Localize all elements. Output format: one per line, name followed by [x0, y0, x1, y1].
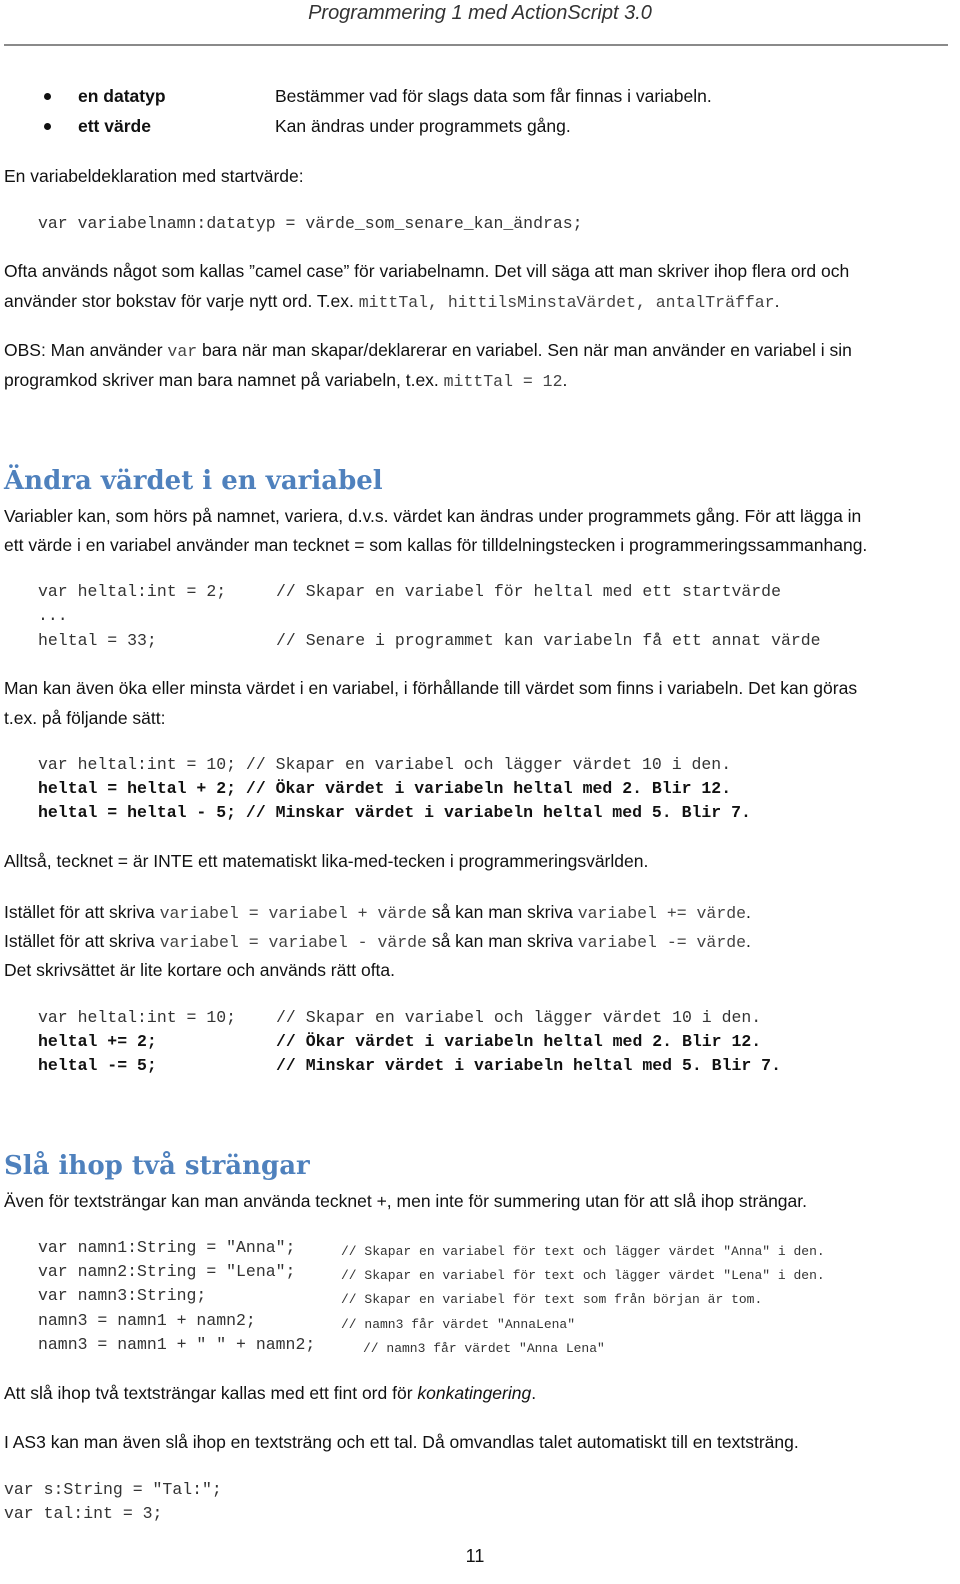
text: .	[746, 931, 751, 951]
bullet-description: Kan ändras under programmets gång.	[275, 116, 571, 136]
code-line: heltal -= 5;	[38, 1056, 157, 1075]
code-line: var namn2:String = "Lena";	[38, 1262, 296, 1281]
bullet-description: Bestämmer vad för slags data som får finnas i variabeln.	[275, 86, 712, 106]
code-line: var namn1:String = "Anna";	[38, 1238, 296, 1257]
text: bara när man skapar/deklarerar en variabel. Sen när man använder en variabel i sin	[197, 340, 852, 360]
bullet-icon	[44, 123, 51, 130]
text: Istället för att skriva	[4, 902, 160, 922]
code-comment: // Ökar värdet i variabeln heltal med 2. Blir 12.	[276, 1032, 762, 1051]
bullet-term: en datatyp	[78, 86, 166, 106]
text: .	[531, 1383, 537, 1403]
code-comment: // namn3 får värdet "Anna Lena"	[363, 1341, 605, 1356]
text: .	[562, 370, 568, 390]
code-line: var tal:int = 3;	[4, 1504, 163, 1523]
code-line: heltal = heltal + 2; // Ökar värdet i variabeln heltal med 2. Blir 12.	[38, 779, 732, 798]
header-divider	[4, 44, 948, 46]
code-line: var s:String = "Tal:";	[4, 1480, 222, 1499]
text: så kan man skriva	[426, 902, 578, 922]
text: .	[774, 291, 780, 311]
inline-code: var	[167, 342, 198, 361]
paragraph-obs-line2	[4, 366, 567, 396]
code-line: heltal = 33;	[38, 631, 157, 650]
page-header: Programmering 1 med ActionScript 3.0	[308, 2, 652, 24]
code-line: var namn3:String;	[38, 1286, 207, 1305]
code-comment: // Minskar värdet i variabeln heltal med 5. Blir 7.	[276, 1056, 781, 1075]
code-line: namn3 = namn1 + namn2;	[38, 1311, 256, 1330]
paragraph	[4, 898, 751, 928]
paragraph: ett värde i en variabel använder man tecknet = som kallas för tilldelningstecken i programmeringssammanhang.	[4, 535, 868, 555]
bullet-term: ett värde	[78, 116, 151, 136]
inline-code: variabel = variabel + värde	[159, 904, 427, 923]
paragraph	[4, 1379, 536, 1408]
code-line: ...	[38, 606, 68, 625]
paragraph: Man kan även öka eller minsta värdet i en variabel, i förhållande till värdet som finns i variabeln. Det kan göras	[4, 678, 858, 698]
text: .	[746, 902, 751, 922]
page-number: 11	[465, 1546, 485, 1566]
code-line: var heltal:int = 10;	[38, 1008, 237, 1027]
code-comment: // Skapar en variabel för heltal med ett startvärde	[276, 582, 781, 601]
paragraph-camel-case: Ofta används något som kallas ”camel case” för variabelnamn. Det vill säga att man skriver ihop flera ord och	[4, 261, 850, 281]
paragraph: t.ex. på följande sätt:	[4, 708, 166, 728]
code-comment: // Senare i programmet kan variabeln få ett annat värde	[276, 631, 821, 650]
inline-code: variabel -= värde	[577, 933, 747, 952]
text: använder stor bokstav för varje nytt ord. T.ex.	[4, 291, 359, 311]
code-declaration: var variabelnamn:datatyp = värde_som_senare_kan_ändras;	[38, 214, 583, 233]
section-heading: Slå ihop två strängar	[4, 1151, 310, 1181]
text: programkod skriver man bara namnet på variabeln, t.ex.	[4, 370, 444, 390]
inline-code: variabel = variabel - värde	[159, 933, 427, 952]
paragraph-obs	[4, 336, 852, 366]
code-comment: // Skapar en variabel och lägger värdet 10 i den.	[276, 1008, 762, 1027]
code-comment: // namn3 får värdet "AnnaLena"	[341, 1317, 576, 1332]
paragraph: Alltså, tecknet = är INTE ett matematiskt lika-med-tecken i programmeringsvärlden.	[4, 851, 649, 871]
code-line: var heltal:int = 10; // Skapar en variabel och lägger värdet 10 i den.	[38, 755, 732, 774]
text: Istället för att skriva	[4, 931, 160, 951]
code-comment: // Skapar en variabel för text som från början är tom.	[341, 1292, 763, 1307]
bullet-icon	[44, 93, 51, 100]
paragraph-camel-case-line2	[4, 287, 779, 317]
section-heading: Ändra värdet i en variabel	[4, 466, 383, 496]
paragraph: Variabler kan, som hörs på namnet, variera, d.v.s. värdet kan ändras under programmets gång. För att lägga in	[4, 506, 862, 526]
text: Att slå ihop två textsträngar kallas med ett fint ord för	[4, 1383, 418, 1403]
code-comment: // Skapar en variabel för text och lägger värdet "Lena" i den.	[341, 1268, 825, 1283]
emphasis: konkatingering	[417, 1383, 532, 1403]
code-line: namn3 = namn1 + " " + namn2;	[38, 1335, 316, 1354]
code-line: heltal += 2;	[38, 1032, 157, 1051]
code-line: heltal = heltal - 5; // Minskar värdet i variabeln heltal med 5. Blir 7.	[38, 803, 751, 822]
paragraph: Även för textsträngar kan man använda tecknet +, men inte för summering utan för att slå ihop strängar.	[4, 1191, 808, 1211]
paragraph-declaration: En variabeldeklaration med startvärde:	[4, 166, 304, 186]
text: så kan man skriva	[426, 931, 578, 951]
code-line: var heltal:int = 2;	[38, 582, 227, 601]
inline-code: mittTal = 12	[443, 372, 563, 391]
inline-code: variabel += värde	[577, 904, 747, 923]
paragraph	[4, 927, 751, 957]
paragraph: I AS3 kan man även slå ihop en textsträng och ett tal. Då omvandlas talet automatiskt till en textsträng.	[4, 1432, 799, 1452]
text: OBS: Man använder	[4, 340, 168, 360]
paragraph: Det skrivsättet är lite kortare och används rätt ofta.	[4, 960, 396, 980]
inline-code: mittTal, hittilsMinstaVärdet, antalTräffar	[358, 293, 775, 312]
code-comment: // Skapar en variabel för text och lägger värdet "Anna" i den.	[341, 1244, 825, 1259]
